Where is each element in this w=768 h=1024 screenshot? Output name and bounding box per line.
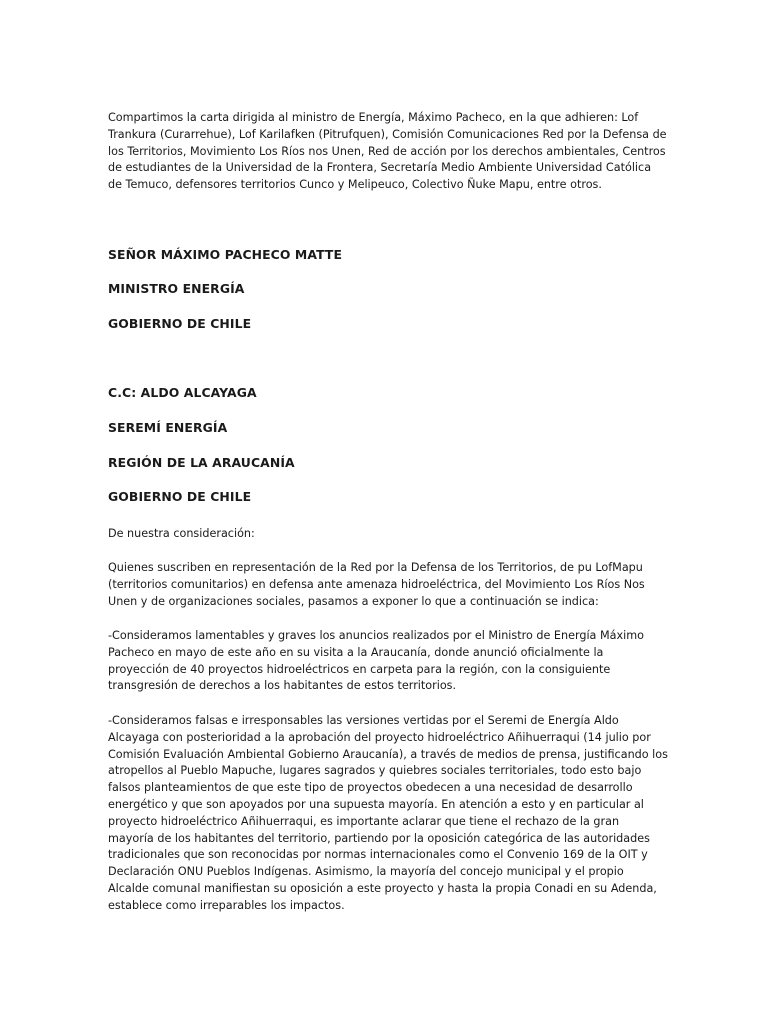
cc-region: REGIÓN DE LA ARAUCANÍA — [108, 455, 295, 470]
body-paragraph-1: Quienes suscriben en representación de la Red por la Defensa de los Territorios, de pu LofMapu (territorios comunitarios) en defensa ante amenaza hidroeléctrica, del Movimiento Los Ríos Nos Unen y de organizaciones sociales, pasamos a exponer lo que a continuación se indica: — [108, 561, 645, 608]
addressee-name: SEÑOR MÁXIMO PACHECO MATTE — [108, 247, 343, 262]
body-paragraph-3: -Consideramos falsas e irresponsables las versiones vertidas por el Seremi de Energía Aldo Alcayaga con posterioridad a la aprobación del proyecto hidroeléctrico Añihuerraqui (14 julio por Comisión Evaluación Ambiental Gobierno Araucanía), a través de medios de prensa, justificando los atropellos al Pueblo Mapuche, lugares sagrados y quiebres sociales territoriales, todo esto bajo falsos planteamientos de que este tipo de proyectos obedecen a una necesidad de desarrollo energético y que son apoyados por una supuesta mayoría. En atención a esto y en particular al proyecto hidroeléctrico Añihuerraqui, es importante aclarar que tiene el rechazo de la gran mayoría de los habitantes del territorio, partiendo por la oposición categórica de las autoridades tradicionales que son reconocidas por normas internacionales como el Convenio 169 de la OIT y Declaración ONU Pueblos Indígenas. Asimismo, la mayoría del concejo municipal y el propio Alcalde comunal manifiestan su oposición a este proyecto y hasta la propia Conadi en su Adenda, establece como irreparables los impactos. — [108, 714, 668, 912]
cc-name: C.C: ALDO ALCAYAGA — [108, 385, 257, 400]
salutation: De nuestra consideración: — [108, 527, 255, 540]
addressee-role: MINISTRO ENERGÍA — [108, 281, 245, 296]
intro-paragraph: Compartimos la carta dirigida al ministro de Energía, Máximo Pacheco, en la que adhieren: Lof Trankura (Curarrehue), Lof Karilafken (Pitrufquen), Comisión Comunicaciones Red por la Defensa de los Territorios, Movimiento Los Ríos nos Unen, Red de acción por los derechos ambientales, Centros de estudiantes de la Universidad de la Frontera, Secretaría Medio Ambiente Universidad Católica de Temuco, defensores territorios Cunco y Melipeuco, Colectivo Ñuke Mapu, entre otros. — [108, 111, 667, 192]
cc-role: SEREMÍ ENERGÍA — [108, 420, 228, 435]
cc-org: GOBIERNO DE CHILE — [108, 489, 252, 504]
body-paragraph-2: -Consideramos lamentables y graves los anuncios realizados por el Ministro de Energía Máximo Pacheco en mayo de este año en su visita a la Araucanía, donde anunció oficialmente la proyección de 40 proyectos hidroeléctricos en carpeta para la región, con la consiguiente transgresión de derechos a los habitantes de estos territorios. — [108, 629, 644, 693]
addressee-org: GOBIERNO DE CHILE — [108, 316, 252, 331]
